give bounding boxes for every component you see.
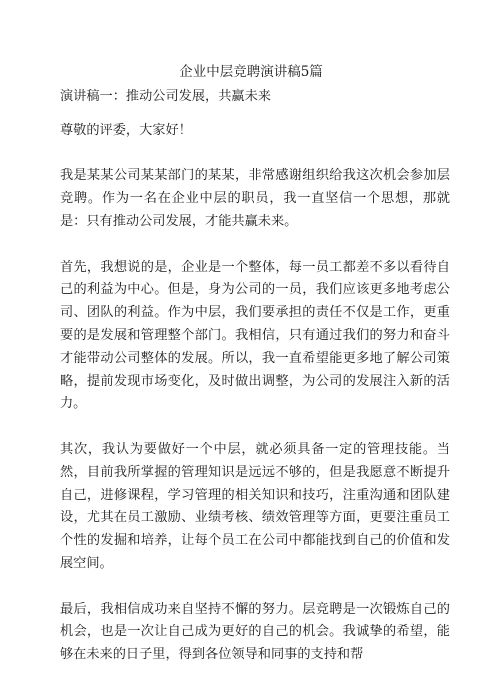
document-title: 企业中层竞聘演讲稿5篇 — [179, 64, 323, 80]
greeting: 尊敬的评委，大家好！ — [60, 122, 192, 138]
document-body — [60, 86, 450, 690]
speech-subtitle: 演讲稿一：推动公司发展，共赢未来 — [60, 89, 271, 104]
paragraph-2: 首先，我想说的是，企业是一个整体，每一员工都差不多以看待自己的利益为中心。但是，身为公司的一员，我们应该更多地考虑公司、团队的利益。作为中层，我们要承担的责任不仅是工作，更重要的是发展和管理整个部门。我相信，只有通过我们的努力和奋斗才能带动公司整体的发展。所以，我一直希望能更多地了解公司策略，提前发现市场变化，及时做出调整，为公司的发展注入新的活力。 — [60, 259, 450, 412]
paragraph-1: 我是某某公司某某部门的某某，非常感谢组织给我这次机会参加层竞聘。作为一名在企业中层的职员，我一直坚信一个思想，那就是：只有推动公司发展，才能共赢未来。 — [60, 168, 450, 229]
paragraph-3: 其次，我认为要做好一个中层，就必须具备一定的管理技能。当然，目前我所掌握的管理知识是远远不够的，但是我愿意不断提升自己，进修课程，学习管理的相关知识和技巧，注重沟通和团队建设，尤其在员工激励、业绩考核、绩效管理等方面，更要注重员工个性的发掘和培养，让每个员工在公司中都能找到自己的价值和发展空间。 — [60, 441, 450, 571]
paragraph-4: 最后，我相信成功来自坚持不懈的努力。层竞聘是一次锻炼自己的机会，也是一次让自己成为更好的自己的机会。我诚挚的希望，能够在未来的日子里，得到各位领导和同事的支持和帮 — [60, 601, 450, 663]
